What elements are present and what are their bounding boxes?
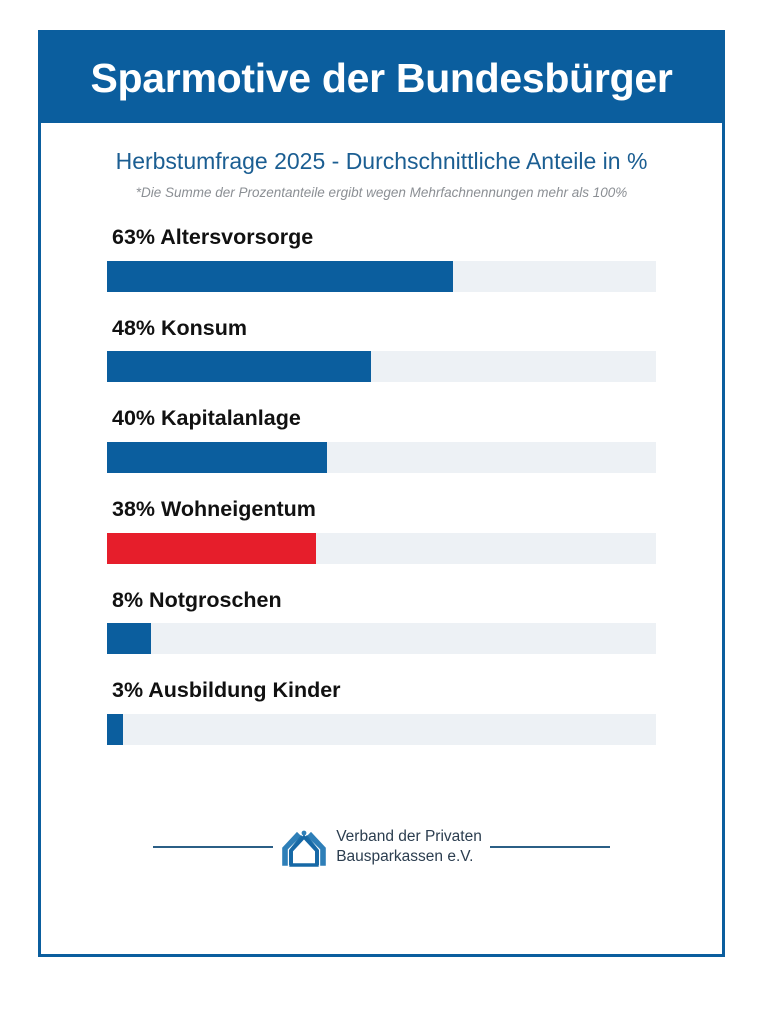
bar-row (107, 678, 656, 745)
divider-right (490, 846, 610, 848)
bar-row (107, 406, 656, 473)
bar-label: 3% Ausbildung Kinder (112, 678, 341, 703)
logo-text-line1: Verband der Privaten (336, 827, 482, 845)
house-logo-icon (281, 826, 327, 868)
footer (41, 745, 722, 954)
bar-label: 63% Altersvorsorge (112, 224, 314, 249)
card-body (41, 123, 722, 954)
bar-fill (107, 261, 453, 292)
logo-text (336, 827, 482, 867)
bar-label: 40% Kapitalanlage (112, 406, 301, 431)
brand-logo (273, 826, 490, 868)
infographic-card (38, 30, 725, 957)
bar-fill (107, 623, 151, 654)
bar-label: 8% Notgroschen (112, 587, 282, 612)
bar-fill (107, 351, 371, 382)
bar-fill-highlight (107, 533, 316, 564)
bar-row (107, 225, 656, 292)
bar-track (107, 261, 656, 292)
bar-fill (107, 714, 123, 745)
divider-left (153, 846, 273, 848)
bar-label: 48% Konsum (112, 315, 248, 340)
bar-row (107, 316, 656, 383)
bar-track (107, 442, 656, 473)
bar-track (107, 714, 656, 745)
bar-fill (107, 442, 327, 473)
bar-label: 38% Wohneigentum (112, 496, 316, 521)
header-banner (41, 33, 722, 123)
chart-footnote: *Die Summe der Prozentanteile ergibt wegen Mehrfachnennungen mehr als 100% (135, 184, 628, 200)
page-title: Sparmotive der Bundesbürger (90, 54, 673, 101)
bar-row-highlighted (107, 497, 656, 564)
bar-track (107, 623, 656, 654)
subtitle-block (41, 123, 722, 201)
chart-subtitle: Herbstumfrage 2025 - Durchschnittliche Anteile in % (115, 148, 648, 174)
bar-track (107, 351, 656, 382)
logo-text-line2: Bausparkassen e.V. (336, 847, 474, 865)
bar-row (107, 588, 656, 655)
bar-chart (41, 225, 722, 745)
logo-bar (41, 826, 722, 868)
bar-track (107, 533, 656, 564)
